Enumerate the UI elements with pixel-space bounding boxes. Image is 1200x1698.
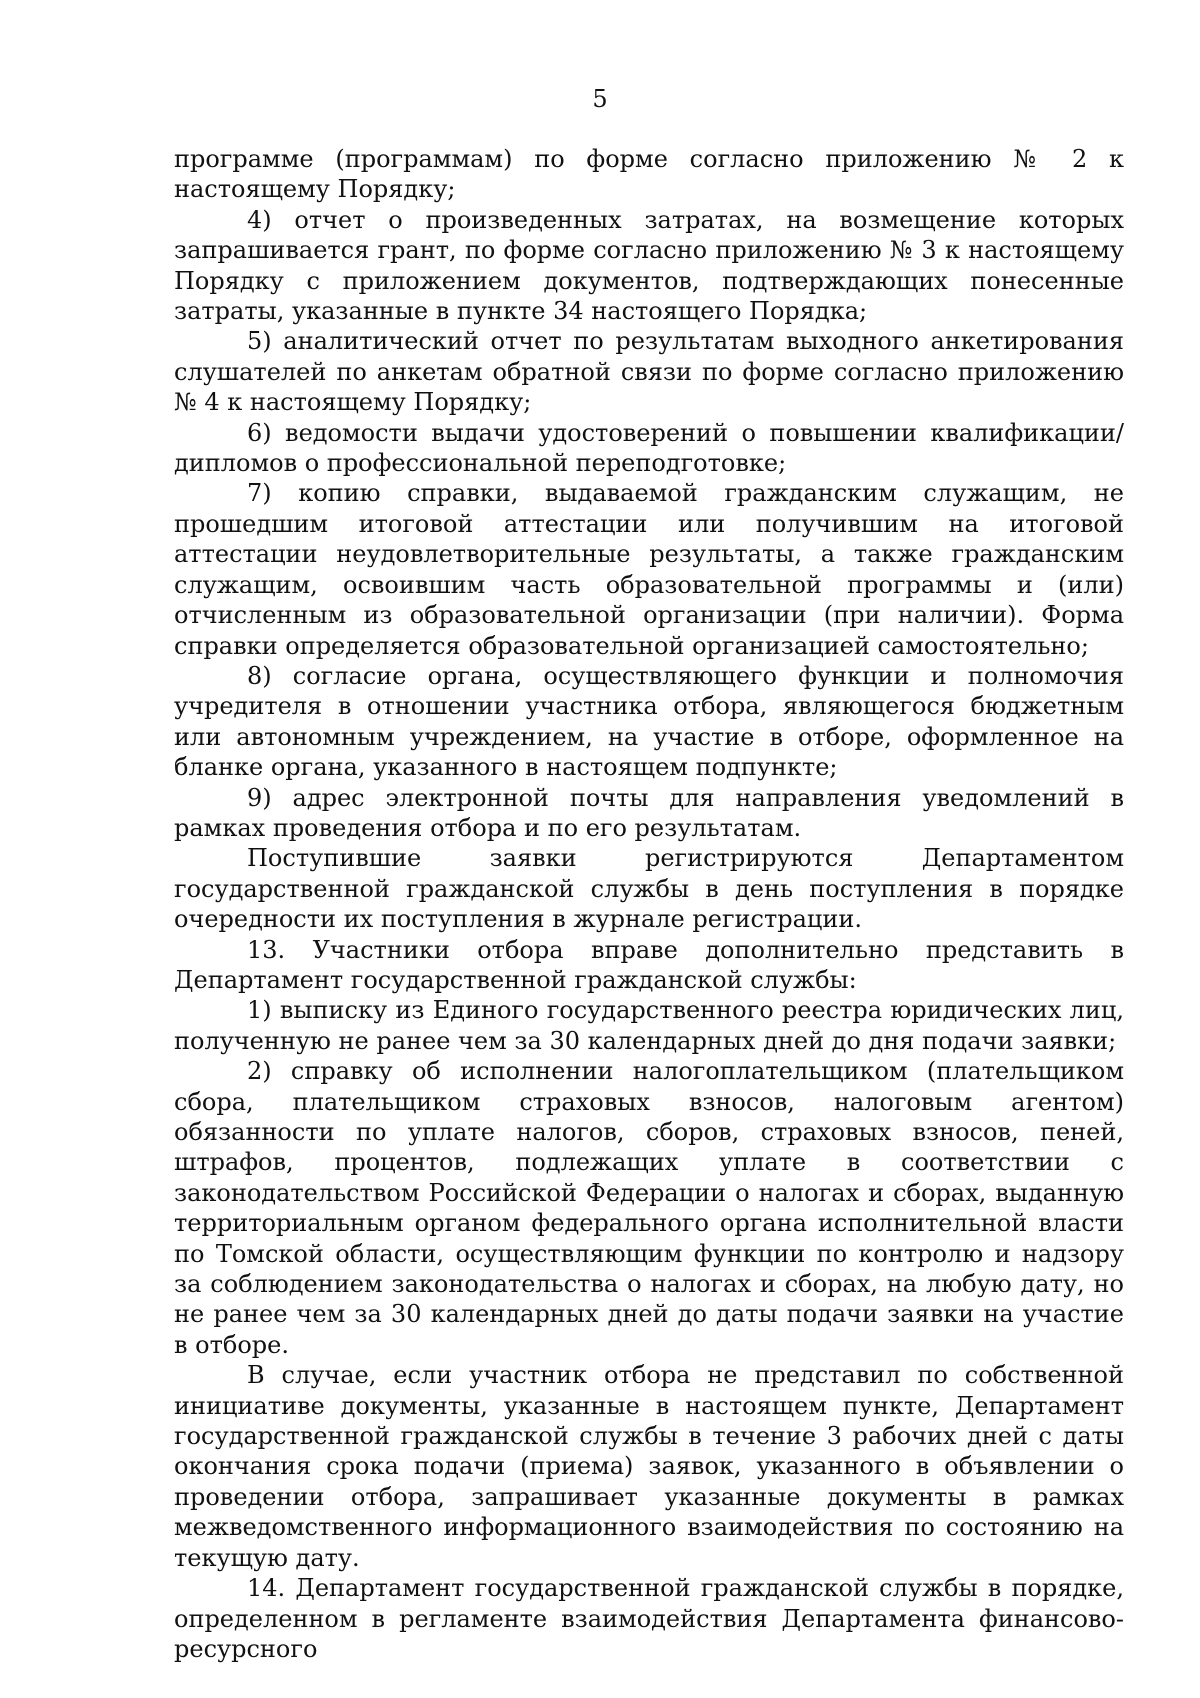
- paragraph: Поступившие заявки регистрируются Департаментом государственной гражданской службы в день поступления в порядке очередности их поступления в журнале регистрации.: [174, 844, 1124, 934]
- paragraph: 13. Участники отбора вправе дополнительно представить в Департамент государственной гражданской службы:: [174, 935, 1124, 994]
- paragraph: 1) выписку из Единого государственного реестра юридических лиц, полученную не ранее чем за 30 календарных дней до дня подачи заявки;: [174, 996, 1124, 1055]
- paragraph: программе (программам) по форме согласно приложению № 2 к настоящему Порядку;: [174, 145, 1124, 204]
- paragraph: 5) аналитический отчет по результатам выходного анкетирования слушателей по анкетам обратной связи по форме согласно приложению № 4 к настоящему Порядку;: [174, 327, 1124, 417]
- paragraph: В случае, если участник отбора не представил по собственной инициативе документы, указанные в настоящем пункте, Департамент государственной гражданской службы в течение 3 рабочих дней с даты окончания срока подачи (приема) заявок, указанного в объявлении о проведении отбора, запрашивает указанные документы в рамках межведомственного информационного взаимодействия по состоянию на текущую дату.: [174, 1361, 1124, 1572]
- document-body: [174, 144, 1124, 1664]
- paragraph: 4) отчет о произведенных затратах, на возмещение которых запрашивается грант, по форме согласно приложению № 3 к настоящему Порядку с приложением документов, подтверждающих понесенные затраты, указанные в пункте 34 настоящего Порядка;: [174, 205, 1124, 326]
- paragraph: 14. Департамент государственной гражданской службы в порядке, определенном в регламенте взаимодействия Департамента финансово-ресурсного: [174, 1574, 1124, 1663]
- paragraph: 8) согласие органа, осуществляющего функции и полномочия учредителя в отношении участника отбора, являющегося бюджетным или автономным учреждением, на участие в отборе, оформленное на бланке органа, указанного в настоящем подпункте;: [174, 661, 1124, 782]
- paragraph: 7) копию справки, выдаваемой гражданским служащим, не прошедшим итоговой аттестации или получившим на итоговой аттестации неудовлетворительные результаты, а также гражданским служащим, освоившим часть образовательной программы и (или) отчисленным из образовательной организации (при наличии). Форма справки определяется образовательной организацией самостоятельно;: [174, 479, 1124, 660]
- page-number: 5: [592, 85, 608, 113]
- paragraph: 6) ведомости выдачи удостоверений о повышении квалификации/дипломов о профессиональной переподготовке;: [174, 418, 1124, 478]
- paragraph: 9) адрес электронной почты для направления уведомлений в рамках проведения отбора и по его результатам.: [174, 783, 1124, 842]
- paragraph: 2) справку об исполнении налогоплательщиком (плательщиком сбора, плательщиком страховых взносов, налоговым агентом) обязанности по уплате налогов, сборов, страховых взносов, пеней, штрафов, процентов, подлежащих уплате в соответствии с законодательством Российской Федерации о налогах и сборах, выданную территориальным органом федерального органа исполнительной власти по Томской области, осуществляющим функции по контролю и надзору за соблюдением законодательства о налогах и сборах, на любую дату, но не ранее чем за 30 календарных дней до даты подачи заявки на участие в отборе.: [174, 1057, 1124, 1359]
